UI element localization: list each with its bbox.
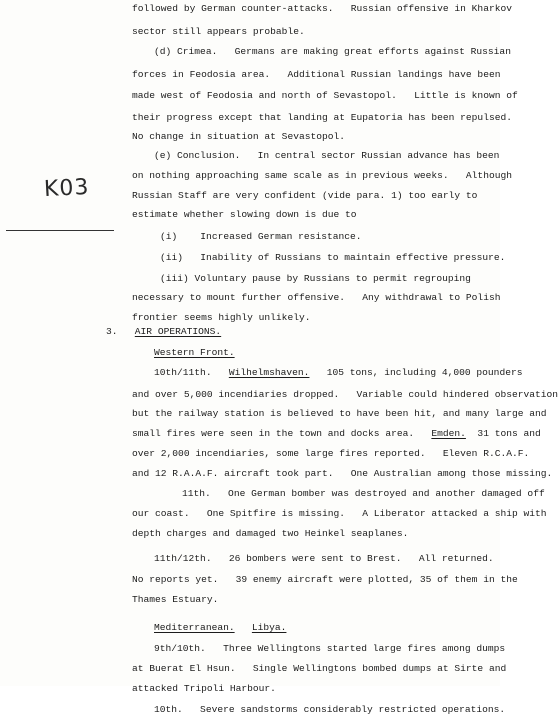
text-segment: 11th. One German bomber was destroyed and another damaged off [182, 488, 545, 499]
text-segment: (e) Conclusion. In central sector Russian advance has been [154, 150, 500, 161]
text-line [132, 170, 512, 182]
text-segment: sector still appears probable. [132, 26, 305, 37]
text-segment: depth charges and damaged two Heinkel seaplanes. [132, 528, 409, 539]
text-segment: their progress except that landing at Eupatoria has been repulsed. [132, 112, 512, 123]
text-line [106, 326, 221, 338]
text-segment: No reports yet. 39 enemy aircraft were plotted, 35 of them in the [132, 574, 518, 585]
text-segment: (iii) Voluntary pause by Russians to permit regrouping [160, 273, 471, 284]
text-line [154, 553, 494, 565]
text-line [132, 508, 547, 520]
text-line [154, 704, 505, 716]
text-segment: 9th/10th. Three Wellingtons started large fires among dumps [154, 643, 506, 654]
underlined-heading: Western Front. [154, 347, 235, 358]
text-segment: estimate whether slowing down is due to [132, 209, 357, 220]
text-segment: (d) Crimea. Germans are making great efforts against Russian [154, 46, 511, 57]
text-line [132, 574, 518, 586]
text-segment: our coast. One Spitfire is missing. A Liberator attacked a ship with [132, 508, 547, 519]
text-line [132, 683, 276, 695]
text-line [132, 209, 357, 221]
text-segment: small fires were seen in the town and docks area. [132, 428, 432, 439]
text-segment: (i) Increased German resistance. [160, 231, 362, 242]
text-line [132, 292, 500, 304]
text-line [132, 528, 408, 540]
text-segment: Russian Staff are very confident (vide para. 1) too early to [132, 190, 478, 201]
text-line [132, 112, 512, 124]
text-segment: at Buerat El Hsun. Single Wellingtons bombed dumps at Sirte and [132, 663, 507, 674]
text-line [182, 488, 545, 500]
text-line [132, 312, 310, 324]
text-line [132, 389, 558, 401]
text-segment: 10th. Severe sandstorms considerably restricted operations. [154, 704, 506, 715]
text-line [132, 69, 500, 81]
text-line [160, 252, 505, 264]
text-line [132, 428, 541, 440]
text-segment: 10th/11th. [154, 367, 229, 378]
underlined-heading: Wilhelmshaven. [228, 367, 310, 378]
text-segment: forces in Feodosia area. Additional Russian landings have been [132, 69, 501, 80]
underlined-heading: AIR OPERATIONS. [134, 326, 222, 337]
text-segment: on nothing approaching same scale as in previous weeks. Although [132, 170, 512, 181]
text-line [132, 408, 547, 420]
text-line [160, 231, 362, 243]
text-segment: and over 5,000 incendiaries dropped. Variable could hindered observation [132, 389, 558, 400]
text-segment: (ii) Inability of Russians to maintain effective pressure. [160, 252, 506, 263]
text-line [160, 273, 471, 285]
text-line [154, 46, 511, 58]
text-line [132, 663, 506, 675]
text-segment: 105 tons, including 4,000 pounders [309, 367, 523, 378]
text-segment: No change in situation at Sevastopol. [132, 131, 346, 142]
text-line [154, 150, 499, 162]
text-line [154, 622, 286, 634]
text-line [132, 468, 552, 480]
text-segment: followed by German counter-attacks. Russian offensive in Kharkov [132, 3, 512, 14]
text-segment: Thames Estuary. [132, 594, 219, 605]
text-segment: 3. [106, 326, 135, 337]
text-segment: but the railway station is believed to have been hit, and many large and [132, 408, 547, 419]
text-line [132, 594, 218, 606]
text-line [132, 26, 305, 38]
underlined-heading: Mediterranean. [154, 622, 235, 633]
text-line [132, 190, 477, 202]
text-segment: over 2,000 incendiaries, some large fires reported. Eleven R.C.A.F. [132, 448, 530, 459]
text-segment [235, 622, 252, 633]
text-segment: 11th/12th. 26 bombers were sent to Brest. All returned. [154, 553, 494, 564]
handwritten-margin-note: K03 [43, 174, 91, 203]
underlined-heading: Emden. [431, 428, 466, 439]
text-line [132, 448, 529, 460]
underlined-heading: Libya. [251, 622, 287, 633]
text-line [132, 3, 512, 15]
text-segment: frontier seems highly unlikely. [132, 312, 311, 323]
text-line [132, 90, 518, 102]
margin-rule-line [6, 230, 114, 231]
text-segment: made west of Feodosia and north of Sevastopol. Little is known of [132, 90, 518, 101]
text-line [154, 643, 505, 655]
text-line [154, 347, 235, 359]
text-segment: attacked Tripoli Harbour. [132, 683, 276, 694]
text-line [154, 367, 522, 379]
text-segment: and 12 R.A.A.F. aircraft took part. One Australian among those missing. [132, 468, 553, 479]
text-line [132, 131, 345, 143]
text-segment: necessary to mount further offensive. Any withdrawal to Polish [132, 292, 501, 303]
text-segment: 31 tons and [465, 428, 541, 439]
